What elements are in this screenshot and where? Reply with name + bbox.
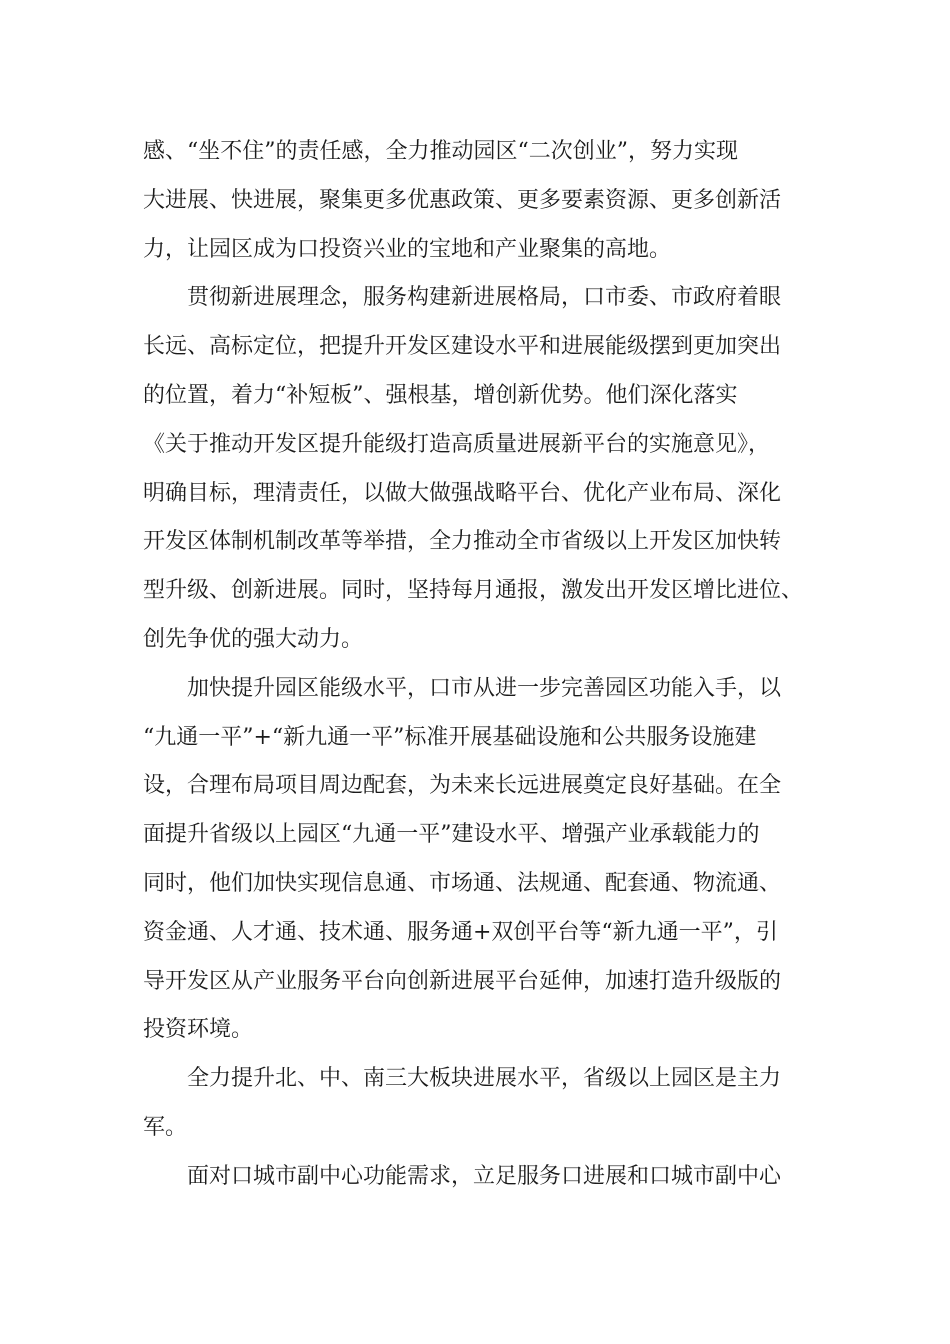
text-line: 明确目标，理清责任，以做大做强战略平台、优化产业布局、深化 <box>143 480 782 506</box>
text-line: 长远、高标定位，把提升开发区建设水平和进展能级摆到更加突出 <box>143 334 782 360</box>
text-line: 大进展、快进展，聚集更多优惠政策、更多要素资源、更多创新活 <box>143 187 782 213</box>
text-line: 的位置，着力“补短板”、强根基，增创新优势。他们深化落实 <box>143 382 738 408</box>
text-line: 开发区体制机制改革等举措，全力推动全市省级以上开发区加快转 <box>143 529 782 555</box>
paragraph-first-line: 贯彻新进展理念，服务构建新进展格局，口市委、市政府着眼 <box>187 285 782 311</box>
text-line: 同时，他们加快实现信息通、市场通、法规通、配套通、物流通、 <box>143 870 782 896</box>
text-line: 导开发区从产业服务平台向创新进展平台延伸，加速打造升级版的 <box>143 968 782 994</box>
text-line: 型升级、创新进展。同时，坚持每月通报，激发出开发区增比进位、 <box>143 578 804 604</box>
text-line: 面提升省级以上园区“九通一平”建设水平、增强产业承载能力的 <box>143 822 760 848</box>
text-line: “九通一平”+“新九通一平”标准开展基础设施和公共服务设施建 <box>143 724 757 750</box>
body-text <box>143 128 823 1202</box>
text-line: 资金通、人才通、技术通、服务通+双创平台等“新九通一平”，引 <box>143 919 778 945</box>
text-line: 感、“坐不住”的责任感，全力推动园区“二次创业”，努力实现 <box>143 139 738 164</box>
text-line: 设，合理布局项目周边配套，为未来长远进展奠定良好基础。在全 <box>143 773 782 799</box>
paragraph-first-line: 全力提升北、中、南三大板块进展水平，省级以上园区是主力 <box>187 1066 782 1092</box>
paragraph-first-line: 面对口城市副中心功能需求，立足服务口进展和口城市副中心 <box>187 1163 782 1189</box>
paragraph-first-line: 加快提升园区能级水平，口市从进一步完善园区功能入手，以 <box>187 675 782 701</box>
text-line: 创先争优的强大动力。 <box>143 626 364 652</box>
text-line: 力，让园区成为口投资兴业的宝地和产业聚集的高地。 <box>143 236 672 262</box>
text-line: 《关于推动开发区提升能级打造高质量进展新平台的实施意见》， <box>143 431 771 457</box>
text-line: 投资环境。 <box>143 1017 254 1043</box>
text-line: 军。 <box>143 1114 188 1140</box>
